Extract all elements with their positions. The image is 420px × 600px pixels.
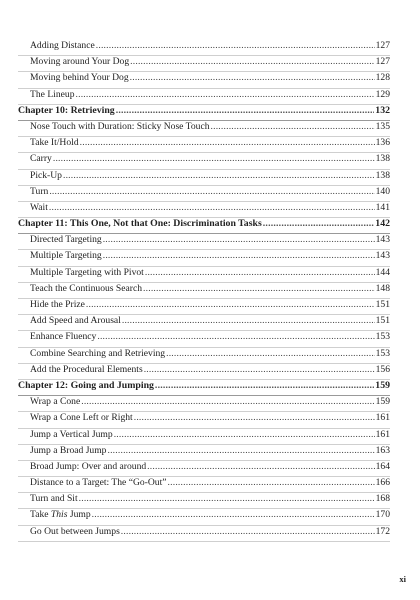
toc-entry-page: 144 <box>375 266 390 278</box>
toc-entry-title: Multiple Targeting <box>30 250 102 262</box>
toc-entry-title: Add the Procedural Elements <box>30 363 143 375</box>
toc-entry <box>18 477 390 493</box>
toc-entry-page: 129 <box>375 88 390 100</box>
toc-entry-page: 132 <box>375 104 390 116</box>
dot-leader <box>103 250 375 261</box>
toc-entry-page: 143 <box>375 234 390 246</box>
toc-entry-title: Teach the Continuous Search <box>30 282 143 294</box>
toc-entry-title: Chapter 12: Going and Jumping <box>18 379 154 391</box>
toc-entry-title: Go Out between Jumps <box>30 525 120 537</box>
toc-entry-title: Enhance Fluency <box>30 331 97 343</box>
dot-leader <box>92 509 375 520</box>
toc-entry-title: Turn and Sit <box>30 493 78 505</box>
dot-leader <box>134 412 375 423</box>
toc-entry <box>18 526 390 542</box>
toc-entry-page: 151 <box>375 299 390 310</box>
dot-leader <box>144 364 375 375</box>
toc-entry <box>18 348 390 364</box>
toc-entry-page: 143 <box>375 250 390 262</box>
dot-leader <box>168 477 375 488</box>
toc-entry-page: 138 <box>375 153 390 165</box>
toc-entry-title: Nose Touch with Duration: Sticky Nose Touch <box>30 120 210 132</box>
dot-leader <box>96 40 375 51</box>
toc-entry-page: 156 <box>375 363 390 375</box>
dot-leader <box>122 315 375 326</box>
toc-entry-page: 138 <box>375 169 390 181</box>
dot-leader <box>211 121 375 132</box>
dot-leader <box>86 299 375 310</box>
toc-entry-page: 153 <box>375 331 390 343</box>
dot-leader <box>263 218 375 229</box>
toc-entry-page: 135 <box>375 120 390 132</box>
dot-leader <box>53 153 375 164</box>
dot-leader <box>49 202 375 213</box>
toc-entry <box>18 121 390 137</box>
toc-entry-title: Carry <box>30 153 52 165</box>
dot-leader <box>147 461 374 472</box>
toc-entry-title: Wrap a Cone <box>30 396 81 408</box>
toc-entry <box>18 137 390 153</box>
toc-entry-page: 136 <box>375 137 390 149</box>
toc-entry-title: Moving around Your Dog <box>30 56 130 68</box>
toc-entry <box>18 315 390 331</box>
toc-entry-page: 142 <box>375 218 390 230</box>
dot-leader <box>155 380 374 391</box>
toc-entry <box>18 461 390 477</box>
toc-entry-title: Chapter 10: Retrieving <box>18 104 115 116</box>
dot-leader <box>166 348 375 359</box>
toc-entry-title: Pick-Up <box>30 169 62 181</box>
toc-entry-title: Jump a Broad Jump <box>30 444 107 456</box>
toc-entry-page: 148 <box>375 282 390 294</box>
toc-entry <box>18 234 390 250</box>
toc-entry-title: Wrap a Cone Left or Right <box>30 412 133 424</box>
toc-entry-page: 151 <box>375 315 390 327</box>
dot-leader <box>103 234 375 245</box>
dot-leader <box>81 396 374 407</box>
toc-entry-page: 161 <box>375 428 390 440</box>
toc-entry <box>18 186 390 202</box>
toc-entry-page: 166 <box>375 477 390 489</box>
dot-leader <box>76 89 375 100</box>
toc-entry <box>18 412 390 428</box>
dot-leader <box>97 331 374 342</box>
dot-leader <box>143 283 375 294</box>
toc-entry <box>18 267 390 283</box>
toc-entry <box>18 72 390 88</box>
toc-entry-page: 127 <box>375 40 390 51</box>
toc-entry-title: Turn <box>30 185 49 197</box>
toc-entry <box>18 493 390 509</box>
toc-entry-page: 128 <box>375 72 390 84</box>
toc-entry-title: Wait <box>30 201 48 213</box>
toc-entry-title: Directed Targeting <box>30 234 102 246</box>
toc-entry <box>18 299 390 315</box>
toc-entry-page: 153 <box>375 347 390 359</box>
dot-leader <box>80 137 375 148</box>
toc-entry-title: Take It/Hold <box>30 137 79 149</box>
dot-leader <box>116 105 375 116</box>
toc-entry-page: 172 <box>375 525 390 537</box>
toc-entry-title: Add Speed and Arousal <box>30 315 121 327</box>
toc-chapter-entry <box>18 380 390 396</box>
toc-entry <box>18 202 390 218</box>
toc-chapter-entry <box>18 218 390 234</box>
toc-entry <box>18 89 390 105</box>
toc-entry-title: Combine Searching and Retrieving <box>30 347 166 359</box>
toc-chapter-entry <box>18 105 390 121</box>
toc-entry-title: Adding Distance <box>30 40 95 51</box>
toc-entry <box>18 170 390 186</box>
toc-entry-title: Chapter 11: This One, Not that One: Discrimination Tasks <box>18 218 262 230</box>
toc-entry <box>18 250 390 266</box>
toc-entry <box>18 56 390 72</box>
page-number: xi <box>399 574 406 584</box>
toc-entry-page: 159 <box>375 396 390 408</box>
toc-entry <box>18 364 390 380</box>
dot-leader <box>63 170 375 181</box>
dot-leader <box>114 429 375 440</box>
toc-entry-title: Hide the Prize <box>30 299 85 310</box>
toc-entry-title: Broad Jump: Over and around <box>30 460 147 472</box>
toc-entry <box>18 153 390 169</box>
toc-entry-title: Multiple Targeting with Pivot <box>30 266 144 278</box>
toc-entry-title: The Lineup <box>30 88 75 100</box>
toc-entry <box>18 40 390 56</box>
toc-entry-title: Jump a Vertical Jump <box>30 428 113 440</box>
toc-entry-page: 168 <box>375 493 390 505</box>
toc-entry-page: 164 <box>375 460 390 472</box>
dot-leader <box>130 56 374 67</box>
toc-entry <box>18 283 390 299</box>
toc-entry-page: 161 <box>375 412 390 424</box>
dot-leader <box>130 72 375 83</box>
toc-entry-title: Moving behind Your Dog <box>30 72 129 84</box>
toc-entry-page: 140 <box>375 185 390 197</box>
toc-entry <box>18 331 390 347</box>
toc-entry-page: 170 <box>375 509 390 521</box>
toc-entry <box>18 429 390 445</box>
dot-leader <box>145 267 375 278</box>
dot-leader <box>107 445 374 456</box>
toc-entry-page: 127 <box>375 56 390 68</box>
dot-leader <box>79 493 375 504</box>
toc-entry <box>18 445 390 461</box>
toc-entry <box>18 509 390 525</box>
dot-leader <box>121 526 375 537</box>
toc-entry <box>18 396 390 412</box>
toc-entry-page: 159 <box>375 379 390 391</box>
toc-entry-title: Take This Jump <box>30 509 91 521</box>
table-of-contents <box>18 40 390 542</box>
toc-entry-page: 141 <box>375 201 390 213</box>
toc-entry-page: 163 <box>375 444 390 456</box>
toc-entry-title: Distance to a Target: The “Go-Out” <box>30 477 167 489</box>
dot-leader <box>49 186 374 197</box>
